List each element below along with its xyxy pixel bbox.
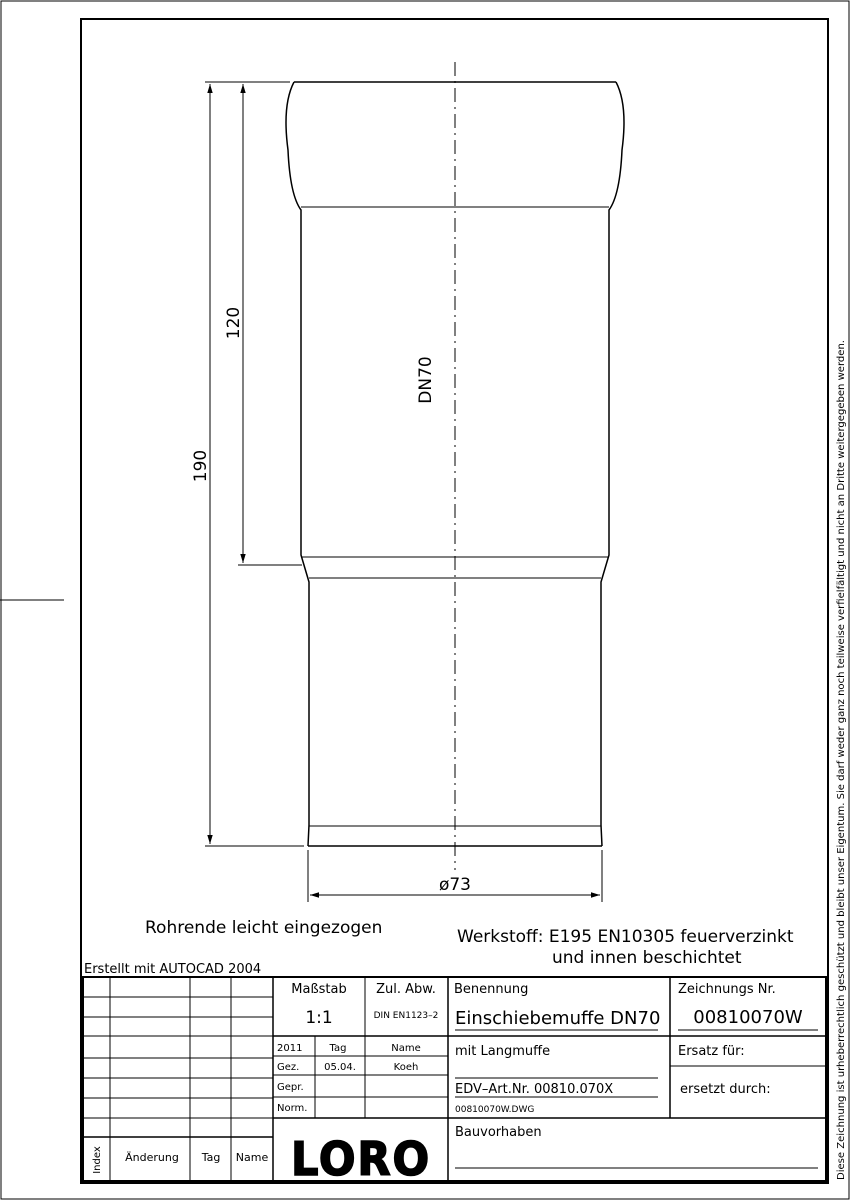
name-header: Name (391, 1043, 421, 1054)
designation-value: Einschiebemuffe DN70 (455, 1008, 661, 1029)
pipe-outline-right (601, 82, 624, 846)
replaced-by-label: ersetzt durch: (680, 1082, 771, 1097)
copyright-notice: Diese Zeichnung ist urheberrechtlich geschützt und bleibt unser Eigentum. Sie darf weder ganz noch teilweise verfielfältigt und nicht an Dritte weitergegeben werden. (836, 342, 847, 1180)
edv-article-number: EDV–Art.Nr. 00810.070X (455, 1082, 614, 1097)
dim-text-dn70: DN70 (416, 356, 436, 404)
subtitle: mit Langmuffe (455, 1044, 551, 1059)
pipe-drawing (286, 62, 624, 870)
cad-note: Erstellt mit AUTOCAD 2004 (84, 962, 262, 977)
drawn-name: Koeh (393, 1062, 419, 1073)
year-cell: 2011 (277, 1043, 303, 1054)
company-logo: LORO (291, 1132, 431, 1186)
scale-value: 1:1 (305, 1008, 333, 1028)
drawn-label: Gez. (277, 1062, 300, 1073)
material-line-2: und innen beschichtet (552, 948, 742, 968)
dim-text-diameter: ø73 (438, 875, 472, 895)
note-pipe-end: Rohrende leicht eingezogen (145, 918, 383, 938)
scale-label: Maßstab (291, 982, 347, 997)
revision-index-header: Index (92, 1146, 103, 1174)
dimensions (191, 82, 602, 902)
material-line-1: Werkstoff: E195 EN10305 feuerverzinkt (457, 927, 794, 947)
revision-name-header: Name (235, 1151, 269, 1164)
checked-label: Gepr. (277, 1082, 304, 1093)
drawn-date: 05.04. (324, 1062, 356, 1073)
revision-day-header: Tag (201, 1151, 221, 1164)
drawing-no-label: Zeichnungs Nr. (678, 982, 776, 997)
replacement-for-label: Ersatz für: (678, 1044, 745, 1059)
tolerance-label: Zul. Abw. (376, 982, 436, 997)
revision-change-header: Änderung (125, 1151, 179, 1164)
norm-label: Norm. (277, 1103, 308, 1114)
file-name: 00810070W.DWG (455, 1105, 535, 1115)
project-label: Bauvorhaben (455, 1125, 542, 1140)
pipe-outline-left (286, 82, 309, 846)
day-header: Tag (329, 1043, 347, 1054)
drawing-no-value: 00810070W (693, 1007, 803, 1028)
dim-text-190: 190 (191, 449, 211, 483)
tolerance-value: DIN EN1123–2 (373, 1011, 439, 1021)
dim-text-120: 120 (224, 306, 244, 340)
designation-label: Benennung (454, 982, 529, 997)
